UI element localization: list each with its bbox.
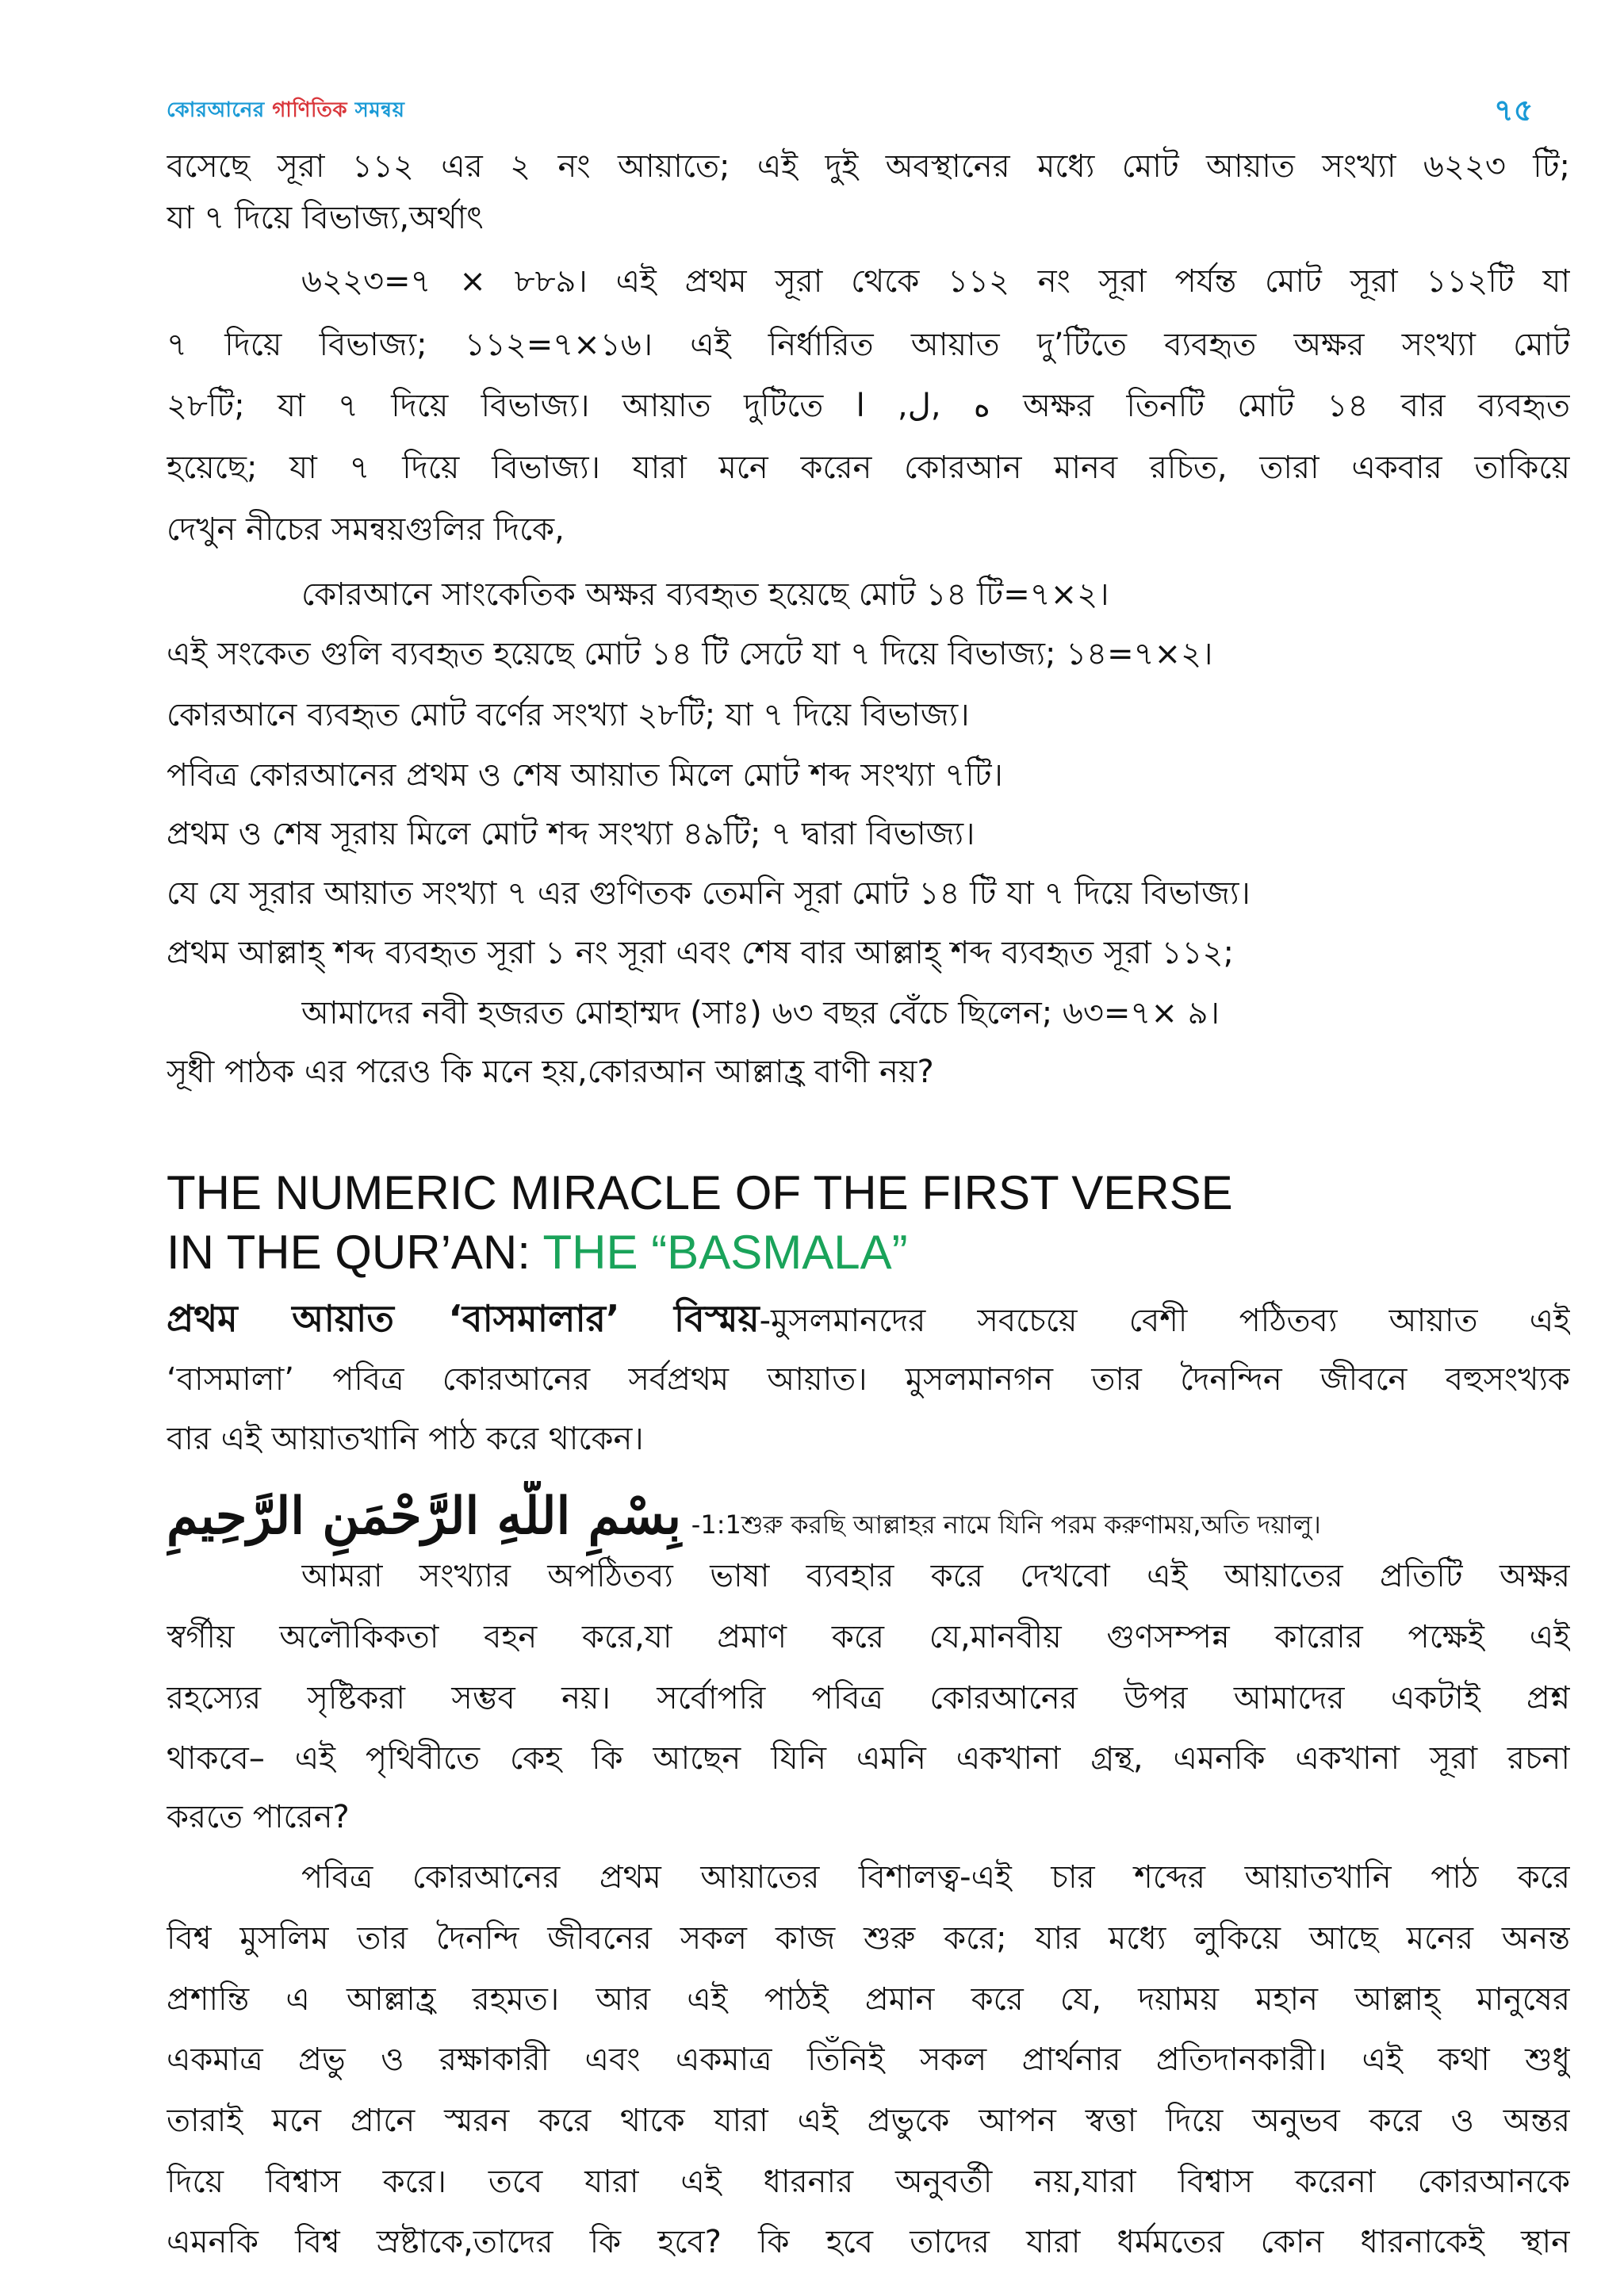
verse-reference: -1:1 xyxy=(691,1510,741,1540)
text-line: আমরা সংখ্যার অপঠিতব্য ভাষা ব্যবহার করে দেখবো এই আয়াতের প্রতিটি অক্ষর xyxy=(301,1558,1570,1594)
running-head-part2: গাণিতিক xyxy=(272,98,355,122)
basmala-lead-line xyxy=(167,1291,1570,1349)
arabic-verse: بِسْمِ اللّهِ الرَّحْمَنِ الرَّحِيمِ xyxy=(167,1487,682,1546)
text-line: তারাই মনে প্রানে স্মরন করে থাকে যারা এই প্রভুকে আপন স্বত্তা দিয়ে অনুভব করে ও অন্তর xyxy=(167,2103,1570,2139)
text-line: পবিত্র কোরআনের প্রথম ও শেষ আয়াত মিলে মোট শব্দ সংখ্যা ৭টি। xyxy=(167,757,1003,794)
text-line: প্রথম আল্লাহ্ শব্দ ব্যবহৃত সূরা ১ নং সূরা এবং শেষ বার আল্লাহ্ শব্দ ব্যবহৃত সূরা ১১২; xyxy=(167,935,1234,971)
text-line: ৭ দিয়ে বিভাজ্য; ১১২=৭×১৬। এই নির্ধারিত আয়াত দু’টিতে ব্যবহৃত অক্ষর সংখ্যা মোট xyxy=(167,327,1570,363)
text-line: আমাদের নবী হজরত মোহাম্মদ (সাঃ) ৬৩ বছর বেঁচে ছিলেন; ৬৩=৭× ৯। xyxy=(301,995,1220,1031)
heading-black-part: IN THE QUR’AN: xyxy=(167,1226,543,1279)
text-line: ৬২২৩=৭ × ৮৮৯। এই প্রথম সূরা থেকে ১১২ নং সূরা পর্যন্ত মোট সূরা ১১২টি যা xyxy=(301,263,1570,300)
text-line: ‘বাসমালা’ পবিত্র কোরআনের সর্বপ্রথম আয়াত। মুসলমানগন তার দৈনন্দিন জীবনে বহুসংখ্যক xyxy=(167,1361,1570,1398)
text-line: সূধী পাঠক এর পরেও কি মনে হয়,কোরআন আল্লাহ্র বাণী নয়? xyxy=(167,1054,934,1090)
text-line: রহস্যের সৃষ্টিকরা সম্ভব নয়। সর্বোপরি পবিত্র কোরআনের উপর আমাদের একটাই প্রশ্ন xyxy=(167,1680,1570,1716)
verse-translation: শুরু করছি আল্লাহর নামে যিনি পরম করুণাময়,অতি দয়ালু। xyxy=(741,1510,1321,1540)
basmala-lead: প্রথম আয়াত ‘বাসমালার’ বিস্ময় xyxy=(167,1297,760,1340)
text-line: এমনকি বিশ্ব স্রষ্টাকে,তাদের কি হবে? কি হবে তাদের যারা ধর্মমতের কোন ধারনাকেই স্থান xyxy=(167,2224,1570,2260)
text-line: পবিত্র কোরআনের প্রথম আয়াতের বিশালত্ব-এই চার শব্দের আয়াতখানি পাঠ করে xyxy=(301,1859,1570,1896)
text-line: দেখুন নীচের সমন্বয়গুলির দিকে, xyxy=(167,511,565,548)
text-line: প্রথম ও শেষ সূরায় মিলে মোট শব্দ সংখ্যা ৪৯টি; ৭ দ্বারা বিভাজ্য। xyxy=(167,816,975,852)
text-line: করতে পারেন? xyxy=(167,1799,350,1835)
page-number: ৭৫ xyxy=(1494,93,1534,128)
basmala-verse-line xyxy=(167,1481,1570,1560)
text-line: এই সংকেত গুলি ব্যবহৃত হয়েছে মোট ১৪ টি সেটে যা ৭ দিয়ে বিভাজ্য; ১৪=৭×২। xyxy=(167,636,1213,672)
running-head-part1: কোরআনের xyxy=(167,98,273,122)
running-head xyxy=(167,94,404,128)
text-line: বসেছে সূরা ১১২ এর ২ নং আয়াতে; এই দুই অবস্থানের মধ্যে মোট আয়াত সংখ্যা ৬২২৩ টি; xyxy=(167,148,1570,185)
section-heading-line2 xyxy=(167,1225,1570,1280)
running-head-part3: সমন্বয় xyxy=(354,98,405,122)
text-line: কোরআনে ব্যবহৃত মোট বর্ণের সংখ্যা ২৮টি; যা ৭ দিয়ে বিভাজ্য। xyxy=(167,697,970,733)
text-line: যা ৭ দিয়ে বিভাজ্য,অর্থাৎ xyxy=(167,200,484,236)
basmala-lead-rest: -মুসলমানদের সবচেয়ে বেশী পঠিতব্য আয়াত এই xyxy=(759,1303,1570,1339)
text-line: বিশ্ব মুসলিম তার দৈনন্দি জীবনের সকল কাজ শুরু করে; যার মধ্যে লুকিয়ে আছে মনের অনন্ত xyxy=(167,1920,1570,1957)
text-line: যে যে সূরার আয়াত সংখ্যা ৭ এর গুণিতক তেমনি সূরা মোট ১৪ টি যা ৭ দিয়ে বিভাজ্য। xyxy=(167,875,1251,912)
heading-green-part: THE “BASMALA” xyxy=(542,1226,908,1279)
section-heading-line1: THE NUMERIC MIRACLE OF THE FIRST VERSE xyxy=(167,1166,1233,1219)
text-line: প্রশান্তি এ আল্লাহ্র রহমত। আর এই পাঠই প্রমান করে যে, দয়াময় মহান আল্লাহ্ মানুষের xyxy=(167,1981,1570,2018)
text-line: বার এই আয়াতখানি পাঠ করে থাকেন। xyxy=(167,1421,644,1457)
text-line: থাকবে– এই পৃথিবীতে কেহ কি আছেন যিনি এমনি একখানা গ্রন্থ, এমনকি একখানা সূরা রচনা xyxy=(167,1740,1570,1777)
text-line: কোরআনে সাংকেতিক অক্ষর ব্যবহৃত হয়েছে মোট ১৪ টি=৭×২। xyxy=(301,576,1109,613)
text-line: ২৮টি; যা ৭ দিয়ে বিভাজ্য। আয়াত দুটিতে ه ,ل, ا অক্ষর তিনটি মোট ১৪ বার ব্যবহৃত xyxy=(167,388,1570,424)
text-line: স্বর্গীয় অলৌকিকতা বহন করে,যা প্রমাণ করে যে,মানবীয় গুণসম্পন্ন কারোর পক্ষেই এই xyxy=(167,1619,1570,1655)
text-line: দিয়ে বিশ্বাস করে। তবে যারা এই ধারনার অনুবর্তী নয়,যারা বিশ্বাস করেনা কোরআনকে xyxy=(167,2164,1570,2200)
text-line: একমাত্র প্রভু ও রক্ষাকারী এবং একমাত্র তিঁনিই সকল প্রার্থনার প্রতিদানকারী। এই কথা শুধু xyxy=(167,2042,1570,2078)
text-line: হয়েছে; যা ৭ দিয়ে বিভাজ্য। যারা মনে করেন কোরআন মানব রচিত, তারা একবার তাকিয়ে xyxy=(167,450,1570,486)
